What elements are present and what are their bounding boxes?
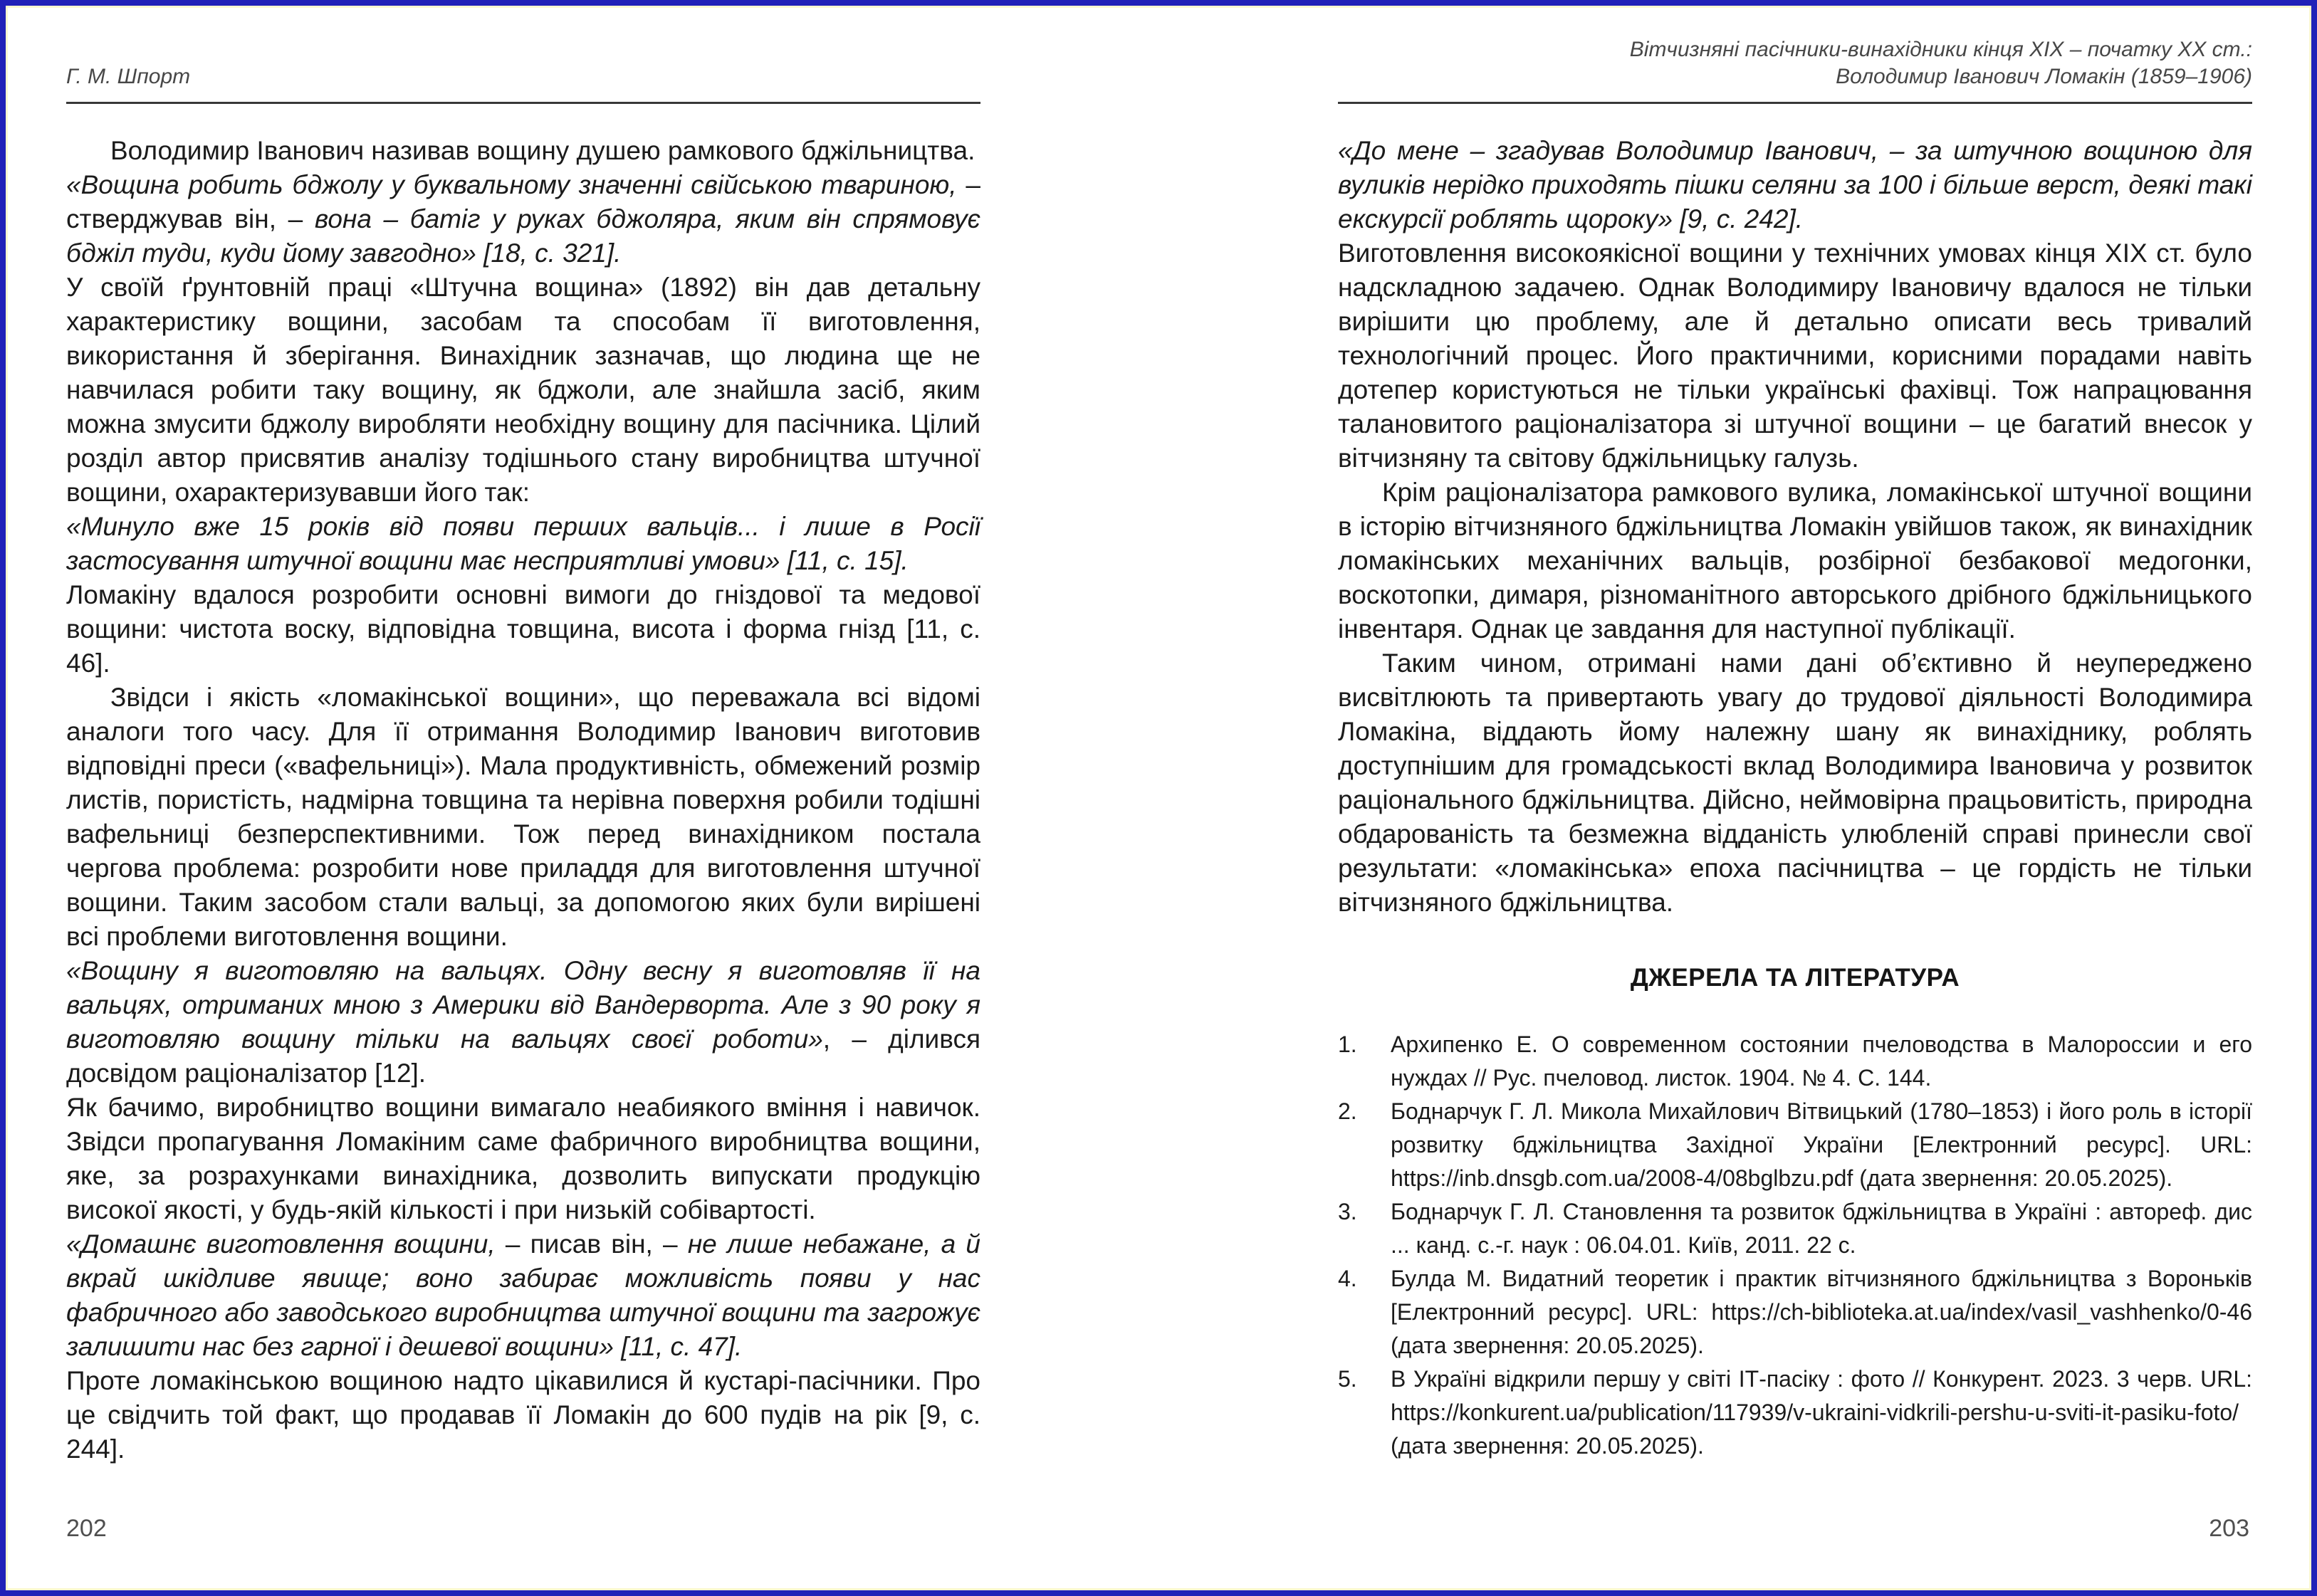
- paragraph: [66, 1091, 980, 1227]
- paragraph: [66, 681, 980, 954]
- text-run: Проте ломакінською вощиною надто цікавилися й кустарі-пасічники. Про це свідчить той факт, що продавав її Ломакін до 600 пудів на рік [9, с. 244].: [66, 1366, 980, 1464]
- text-run: «Минуло вже 15 років від появи перших вальців... і лише в Росії застосування штучної вощини має несприятливі умови» [11, с. 15].: [66, 512, 980, 575]
- reference-text: Боднарчук Г. Л. Становлення та розвиток бджільництва в Україні : автореф. дис ... канд. с.-г. наук : 06.04.01. Київ, 2011. 22 с.: [1391, 1199, 2252, 1258]
- text-run: Крім раціоналізатора рамкового вулика, ломакінської штучної вощини в історію вітчизняного бджільництва Ломакін увійшов також, як винахідник ломакінських механічних вальців, розбірної безбакової медогонки, воскотопки, димаря, різноманітного авторського дрібного бджільницького інвентаря. Однак це завдання для наступної публікації.: [1338, 478, 2252, 644]
- text-run: Таким чином, отримані нами дані об’єктивно й неупереджено висвітлюють та привертають увагу до трудової діяльності Володимира Ломакіна, віддають йому належну шану як винахіднику, роблять доступнішим для громадськості вклад Володимира Івановича у розвиток раціонального бджільництва. Дійсно, неймовірна працьовитість, природна обдарованість та безмежна відданість улюбленій справі принесли свої результати: «ломакінська» епоха пасічництва – це гордість не тільки вітчизняного бджільництва.: [1338, 649, 2252, 917]
- quote-block: [66, 168, 980, 271]
- running-header-right-line1: Вітчизняні пасічники-винахідники кінця XIX – початку XX ст.:: [1629, 38, 2252, 61]
- text-run: «Вощина робить бджолу у буквальному значенні свійською твариною,: [66, 170, 966, 199]
- text-run: не лише небажане, а й вкрай шкідливе явище; воно забирає можливість появи у нас фабричного або заводського виробництва штучної вощини та загрожує залишити нас без гарної і дешевої вощини» [11, с. 47].: [66, 1229, 981, 1361]
- running-header-right: [1338, 38, 2252, 90]
- reference-item: [1338, 1095, 2252, 1195]
- text-run: «Домашнє виготовлення вощини,: [66, 1229, 506, 1259]
- text-run: , – ділився досвідом раціоналізатор [12].: [66, 1024, 980, 1088]
- sources-heading: ДЖЕРЕЛА ТА ЛІТЕРАТУРА: [1630, 964, 1960, 992]
- text-run: Як бачимо, виробництво вощини вимагало неабиякого вміння і навичок. Звідси пропагування Ломакіним саме фабричного виробництва вощини, яке, за розрахунками винахідника, дозволить випускати продукцію високої якості, у будь-якій кількості і при низькій собівартості.: [66, 1093, 980, 1224]
- text-run: У своїй ґрунтовній праці «Штучна вощина» (1892) він дав детальну характеристику вощини, засобам та способам її виготовлення, використання й зберігання. Винахідник зазначав, що людина ще не навчилася робити таку вощину, як бджоли, але знайшла засіб, яким можна змусити бджолу виробляти необхідну вощину для пасічника. Цілий розділ автор присвятив аналізу тодішнього стану виробництва штучної вощини, охарактеризувавши його так:: [66, 273, 980, 507]
- paragraph: [1338, 646, 2252, 920]
- quote-block: [66, 1227, 980, 1364]
- reference-text: Архипенко Е. О современном состоянии пчеловодства в Малороссии и его нуждах // Рус. пчеловод. листок. 1904. № 4. С. 144.: [1391, 1031, 2252, 1091]
- header-rule-left: [66, 102, 980, 104]
- text-run: Ломакіну вдалося розробити основні вимоги до гніздової та медової вощини: чистота воску, відповідна товщина, висота і форма гнізд [11, с. 46].: [66, 580, 980, 678]
- quote-block: [66, 954, 980, 1091]
- text-run: Володимир Іванович називав вощину душею рамкового бджільництва.: [110, 136, 976, 165]
- quote-block: [66, 510, 980, 578]
- page-left: [8, 8, 1158, 1588]
- paragraph: [66, 578, 980, 681]
- page-body-left: [66, 134, 980, 1466]
- reference-number: 2.: [1338, 1098, 1357, 1124]
- text-run: – писав він, –: [505, 1229, 688, 1259]
- text-run: – стверджував він, –: [66, 170, 980, 233]
- text-run: «До мене – згадував Володимир Іванович, – за штучною вощиною для вуликів нерідко приходять пішки селяни за 100 і більше верст, деякі такі екскурсії роблять щороку» [9, с. 242].: [1338, 136, 2252, 233]
- paragraph: [1338, 236, 2252, 476]
- reference-number: 5.: [1338, 1366, 1357, 1392]
- text-run: вона – батіг у руках бджоляра, яким він спрямовує бджіл туди, куди йому завгодно» [18, с. 321].: [66, 204, 980, 268]
- page-body-right: [1338, 134, 2252, 1463]
- references-list: [1338, 1028, 2252, 1463]
- reference-item: [1338, 1363, 2252, 1463]
- paragraph: [1338, 476, 2252, 646]
- reference-text: В Україні відкрили першу у світі ІТ-пасіку : фото // Конкурент. 2023. 3 черв. URL: https://konkurent.ua/publication/117939/v-ukraini-vidkrili-pershu-u-sviti-it-pasiku-foto/ (дата звернення: 20.05.2025).: [1391, 1366, 2252, 1459]
- reference-number: 4.: [1338, 1266, 1357, 1291]
- text-run: Звідси і якість «ломакінської вощини», що переважала всі відомі аналоги того часу. Для її отримання Володимир Іванович виготовив відповідні преси («вафельниці»). Мала продуктивність, обмежений розмір листів, пористість, надмірна товщина та нерівна поверхня робили тодішні вафельниці безперспективними. Тож перед винахідником постала чергова проблема: розробити нове приладдя для виготовлення штучної вощини. Таким засобом стали вальці, за допомогою яких були вирішені всі проблеми виготовлення вощини.: [66, 683, 980, 951]
- page-number-right: 203: [2209, 1515, 2249, 1542]
- reference-item: [1338, 1195, 2252, 1262]
- quote-block: [1338, 134, 2252, 236]
- reference-number: 1.: [1338, 1031, 1357, 1057]
- book-spread: [6, 6, 2311, 1590]
- paragraph: [66, 134, 980, 168]
- reference-text: Булда М. Видатний теоретик і практик вітчизняного бджільництва з Вороньків [Електронний ресурс]. URL: https://ch-biblioteka.at.ua/index/vasil_vashhenko/0-46 (дата звернення: 20.05.2025).: [1391, 1266, 2252, 1358]
- reference-item: [1338, 1262, 2252, 1363]
- running-header-left: Г. М. Шпорт: [66, 65, 191, 88]
- page-right: [1158, 8, 2309, 1588]
- paragraph: [66, 1364, 980, 1466]
- page-number-left: 202: [66, 1515, 107, 1542]
- reference-number: 3.: [1338, 1199, 1357, 1224]
- reference-item: [1338, 1028, 2252, 1095]
- paragraph: [66, 271, 980, 510]
- text-run: Виготовлення високоякісної вощини у технічних умовах кінця XIX ст. було надскладною задачею. Однак Володимиру Івановичу вдалося не тільки вирішити цю проблему, але й детально описати весь тривалий технологічний процес. Його практичними, корисними порадами навіть дотепер користуються не тільки українські фахівці. Тож напрацювання талановитого раціоналізатора зі штучної вощини – це багатий внесок у вітчизняну та світову бджільницьку галузь.: [1338, 238, 2252, 473]
- reference-text: Боднарчук Г. Л. Микола Михайлович Вітвицький (1780–1853) і його роль в історії розвитку бджільництва Західної України [Електронний ресурс]. URL: https://inb.dnsgb.com.ua/2008-4/08bglbzu.pdf (дата звернення: 20.05.2025).: [1391, 1098, 2252, 1191]
- header-rule-right: [1338, 102, 2252, 104]
- running-header-right-line2: Володимир Іванович Ломакін (1859–1906): [1836, 65, 2252, 88]
- text-run: «Вощину я виготовляю на вальцях. Одну весну я виготовляв її на вальцях, отриманих мною з Америки від Вандерворта. Але з 90 року я виготовляю вощину тільки на вальцях своєї роботи»: [66, 956, 980, 1054]
